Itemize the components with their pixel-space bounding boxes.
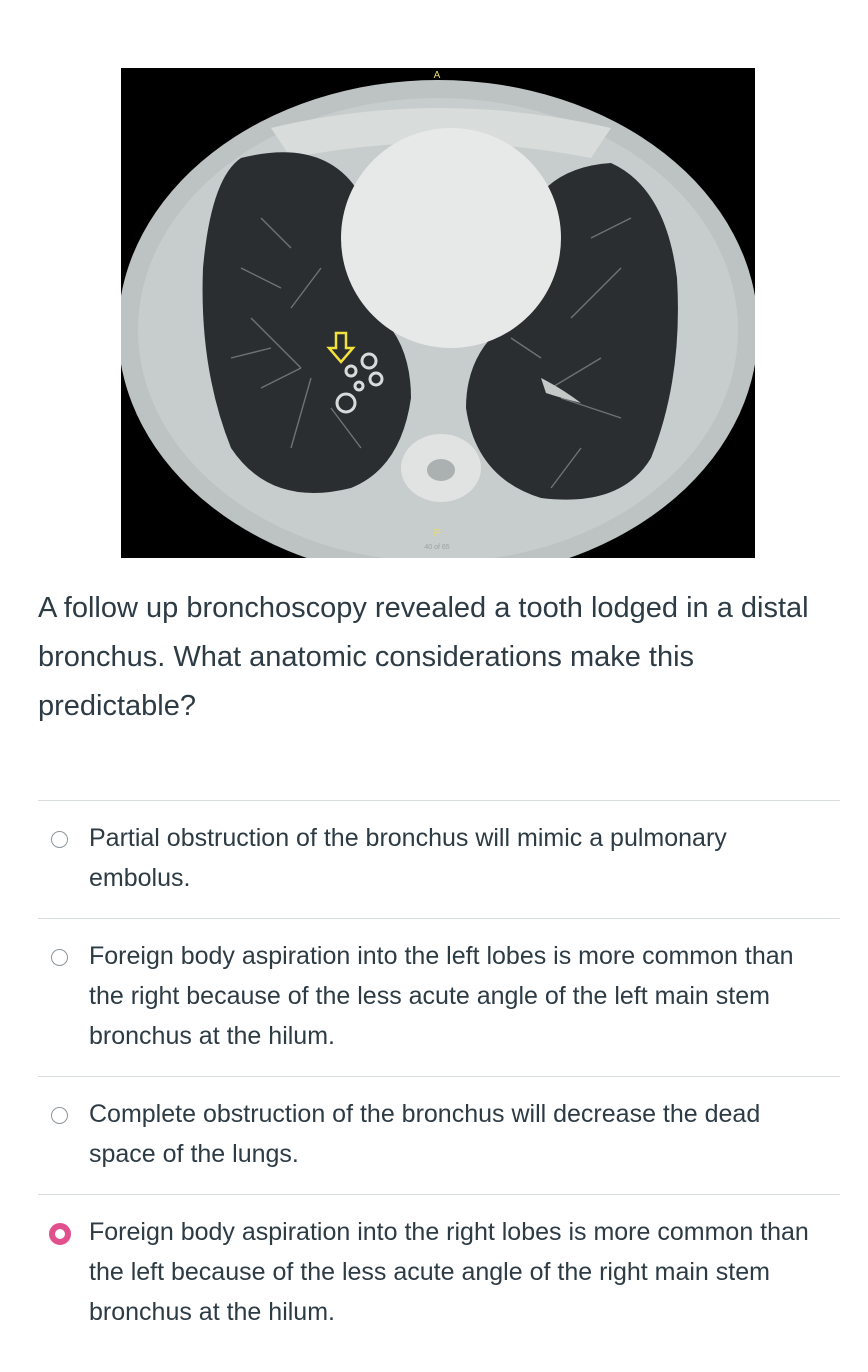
answer-text: Foreign body aspiration into the left lobes is more common than the right because of the less acute angle of the left main stem bronchus at the hilum.: [89, 942, 794, 1050]
answer-option-3[interactable]: [38, 1076, 840, 1194]
label-anterior: A: [433, 70, 441, 81]
answer-option-4[interactable]: [38, 1194, 840, 1352]
answer-option-1[interactable]: [38, 800, 840, 918]
answer-option-2[interactable]: [38, 918, 840, 1076]
ct-scan-graphic: [121, 68, 755, 558]
radio-button[interactable]: [51, 1107, 68, 1124]
radio-button[interactable]: [51, 949, 68, 966]
answer-list: [38, 800, 840, 1352]
answer-text: Complete obstruction of the bronchus will decrease the dead space of the lungs.: [89, 1100, 761, 1168]
radio-button[interactable]: [51, 831, 68, 848]
radio-button-selected[interactable]: [49, 1223, 71, 1245]
answer-text: Partial obstruction of the bronchus will mimic a pulmonary embolus.: [89, 824, 727, 892]
ct-scan-image: [121, 68, 755, 558]
question-text: A follow up bronchoscopy revealed a tooth lodged in a distal bronchus. What anatomic considerations make this predictable?: [38, 592, 809, 722]
answer-text: Foreign body aspiration into the right lobes is more common than the left because of the less acute angle of the right main stem bronchus at the hilum.: [89, 1218, 809, 1326]
label-posterior: P: [433, 528, 441, 539]
slice-counter: 40 of 65: [424, 544, 450, 551]
